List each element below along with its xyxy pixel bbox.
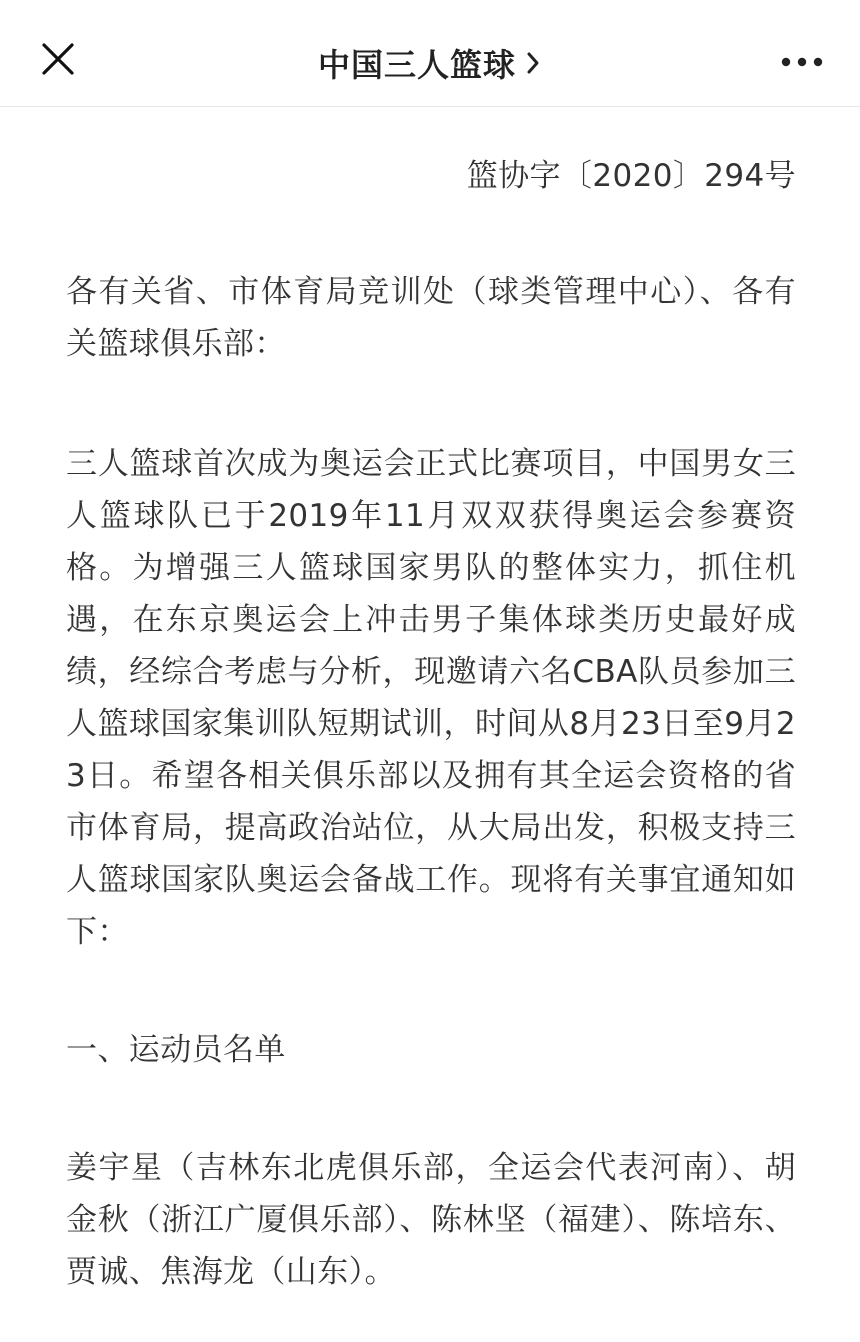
recipient-paragraph: 各有关省、市体育局竞训处（球类管理中心）、各有关篮球俱乐部： bbox=[66, 274, 796, 362]
top-navigation-bar bbox=[0, 0, 860, 107]
athlete-list-paragraph: 姜宇星（吉林东北虎俱乐部，全运会代表河南）、胡金秋（浙江广厦俱乐部）、陈林坚（福建）、陈培东、贾诚、焦海龙（山东）。 bbox=[66, 1150, 796, 1290]
notice-body-paragraph: 三人篮球首次成为奥运会正式比赛项目，中国男女三人篮球队已于2019年11月双双获得奥运会参赛资格。为增强三人篮球国家男队的整体实力，抓住机遇，在东京奥运会上冲击男子集体球类历史最好成绩，经综合考虑与分析，现邀请六名CBA队员参加三人篮球国家集训队短期试训，时间从8月23日至9月23日。希望各相关俱乐部以及拥有其全运会资格的省市体育局，提高政治站位，从大局出发，积极支持三人篮球国家队奥运会备战工作。现将有关事宜通知如下： bbox=[66, 446, 796, 950]
close-icon bbox=[41, 42, 75, 76]
more-options-button[interactable] bbox=[770, 30, 834, 94]
more-icon bbox=[779, 56, 825, 68]
account-title-link[interactable] bbox=[240, 38, 620, 88]
page-title: 中国三人篮球 bbox=[317, 46, 516, 84]
document-number: 篮协字〔2020〕294号 bbox=[466, 158, 796, 194]
chevron-right-icon bbox=[524, 50, 542, 76]
athlete-list-heading: 一、运动员名单 bbox=[66, 1032, 286, 1068]
close-button[interactable] bbox=[26, 27, 90, 91]
article-content bbox=[66, 150, 796, 1298]
